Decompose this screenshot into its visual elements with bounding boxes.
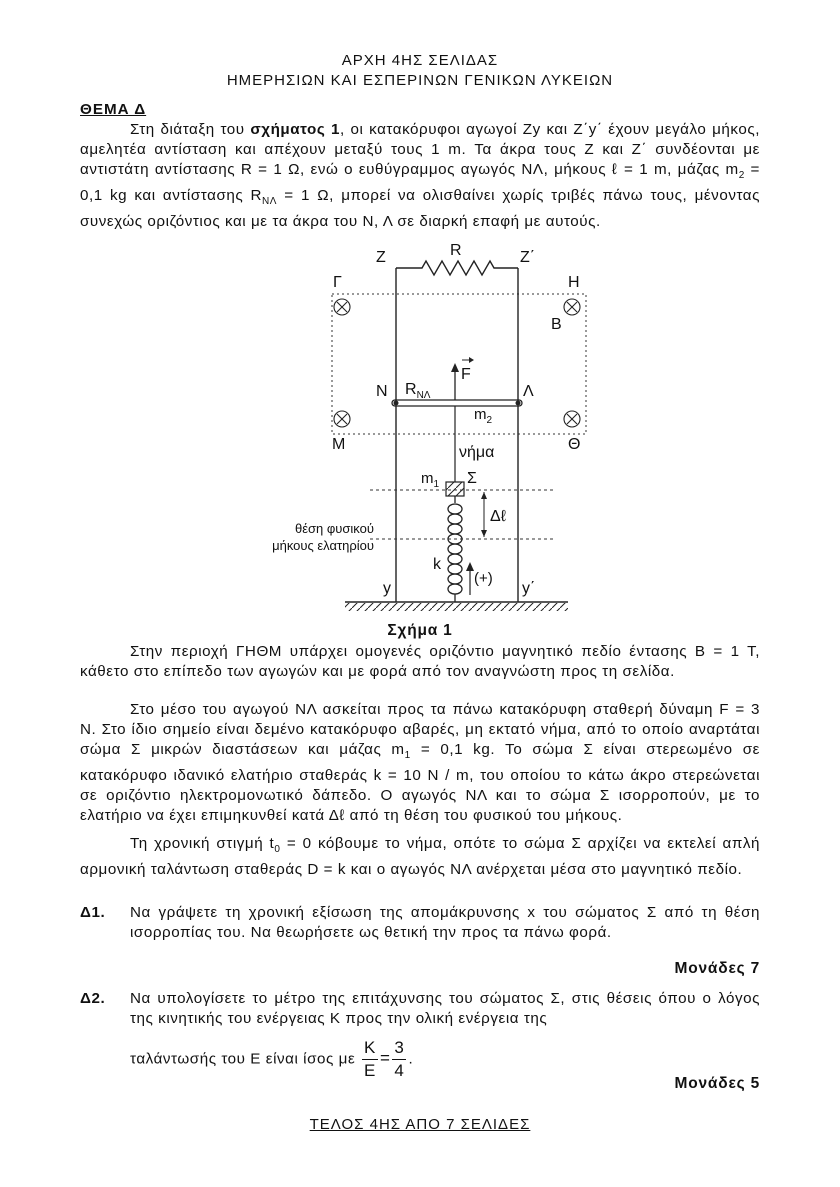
label-y-prime: y΄ (522, 580, 536, 597)
question-d2-marks: Μονάδες 5 (674, 1075, 760, 1092)
footer: ΤΕΛΟΣ 4ΗΣ ΑΠΟ 7 ΣΕΛΙΔΕΣ (309, 1116, 531, 1133)
paragraph-cut-string: Τη χρονική στιγμή $t_0 = 0$ κόβουμε το νήμα, οπότε το σώμα Σ αρχίζει να εκτελεί απλή αρμονική ταλάντωση σταθεράς D = k και ο αγωγός ΝΛ ανέρχεται μέσα στο μαγνητικό πεδίο. (80, 835, 760, 879)
label-delta-l: Δℓ (490, 508, 506, 525)
label-Z: Ζ (376, 249, 386, 266)
label-M: Μ (332, 436, 346, 453)
field-into-page-icon (334, 299, 580, 427)
label-Z-prime: Ζ΄ (520, 249, 536, 266)
question-d1-number: Δ1. (80, 904, 106, 921)
label-m1: $m_1$ (421, 470, 440, 490)
label-N: Ν (376, 383, 388, 400)
question-d1-marks: Μονάδες 7 (674, 960, 760, 977)
question-d2-text-formula: ταλάντωσής του Ε είναι ίσος με $\frac{K}{E}$ = $\frac{3}{4}$ . (130, 1038, 414, 1080)
spring-k (448, 496, 462, 602)
fraction-K-over-E: $\frac{K}{E}$ (364, 1038, 376, 1080)
label-natural-length-1: θέση φυσικού (294, 521, 374, 536)
label-k: k (433, 556, 441, 573)
resistor-R (396, 261, 518, 275)
question-d2-text: Να υπολογίσετε το μέτρο της επιτάχυνσης του σώματος Σ, στις θέσεις όπου ο λόγος της κινητικής του ενέργειας Κ προς την ολική ενέργεια της (130, 990, 760, 1027)
question-d2-number: Δ2. (80, 990, 106, 1007)
label-S: Σ (467, 470, 477, 487)
header-line-2: ΗΜΕΡΗΣΙΩΝ ΚΑΙ ΕΣΠΕΡΙΝΩΝ ΓΕΝΙΚΩΝ ΛΥΚΕΙΩΝ (226, 72, 614, 89)
label-R: R (450, 242, 462, 259)
magnetic-field-region (332, 294, 586, 434)
label-Th: Θ (568, 436, 581, 453)
mass-m1-block (446, 482, 464, 496)
paragraph-force: Στο μέσο του αγωγού ΝΛ ασκείται προς τα πάνω κατακόρυφη σταθερή δύναμη F = 3 N. Στο ίδιο σημείο είναι δεμένο κατακόρυφο αβαρές, μη εκτατό νήμα, από το οποίο αναρτάται σώμα Σ μικρών διαστάσεων και μάζας $m_1 = 0,1$ kg. Το σώμα Σ είναι στερεωμένο σε κατακόρυφο ιδανικό ελατήριο σταθεράς k = 10 N / m, του οποίου το κάτω άκρο στερεώνεται σε οριζόντιο ηλεκτρομονωτικό δάπεδο. Ο αγωγός ΝΛ και το σώμα Σ ισορροπούν, με το ελατήριο να έχει επιμηκυνθεί κατά Δℓ από τη θέση του φυσικού του μήκους. (80, 701, 760, 825)
label-B: Β (551, 316, 562, 333)
fraction-3-over-4: $\frac{3}{4}$ (394, 1038, 405, 1080)
label-R-NL: $R_{N\Lambda}$ (405, 381, 431, 402)
label-F: F (461, 366, 471, 383)
label-y: y (383, 580, 391, 597)
figure-caption: Σχήμα 1 (387, 622, 453, 639)
question-d1 (80, 903, 760, 943)
section-title: ΘΕΜΑ Δ (80, 101, 147, 118)
label-H: Η (568, 274, 580, 291)
question-d1-text: Να γράψετε τη χρονική εξίσωση της απομάκρυνσης x του σώματος Σ από τη θέση ισορροπίας του. Να θεωρήσετε ως θετική την προς τα πάνω φορά. (130, 904, 760, 941)
intro-paragraph: Στη διάταξη του σχήματος 1, οι κατακόρυφοι αγωγοί Ζy και Ζ΄y΄ έχουν μεγάλο μήκος, αμελητέα αντίσταση και απέχουν μεταξύ τους 1 m. Τα άκρα τους Ζ και Ζ΄ συνδέονται με αντιστάτη αντίστασης R = 1 Ω, ενώ ο ευθύγραμμος αγωγός ΝΛ, μήκους ℓ = 1 m, μάζας $m_2 = 0,1$ kg και αντίστασης $R_{N\Lambda} = 1$ Ω, μπορεί να ολισθαίνει χωρίς τριβές πάνω τους, μένοντας συνεχώς οριζόντιος και με τα άκρα του Ν, Λ σε διαρκή επαφή με αυτούς. (80, 121, 761, 231)
header-line-1: ΑΡΧΗ 4ΗΣ ΣΕΛΙΔΑΣ (341, 52, 499, 69)
label-m2: $m_2$ (474, 406, 493, 426)
label-string: νήμα (459, 444, 495, 461)
label-G: Γ (333, 274, 342, 291)
paragraph-field: Στην περιοχή ΓΗΘΜ υπάρχει ομογενές οριζόντιο μαγνητικό πεδίο έντασης Β = 1 Τ, κάθετο στο επίπεδο των αγωγών και με φορά από τον αναγνώστη προς τη σελίδα. (80, 643, 760, 680)
label-natural-length-2: μήκους ελατηρίου (272, 538, 374, 553)
question-d2 (80, 989, 760, 1082)
label-positive: (+) (474, 570, 493, 587)
label-L: Λ (523, 383, 534, 400)
